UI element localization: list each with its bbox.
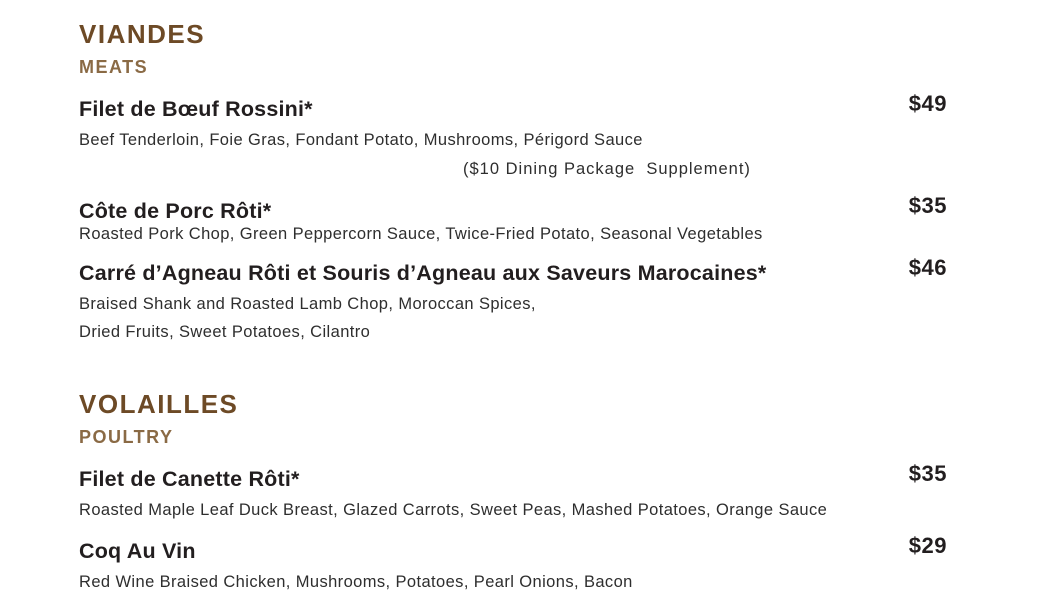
dish-description: Dried Fruits, Sweet Potatoes, Cilantro xyxy=(79,323,371,341)
supplement-note: ($10 Dining Package Supplement) xyxy=(463,160,751,178)
dish-name: Carré d’Agneau Rôti et Souris d’Agneau aux Saveurs Marocaines* xyxy=(79,261,767,285)
dish-price: $49 xyxy=(908,91,947,116)
dish-description: Braised Shank and Roasted Lamb Chop, Moroccan Spices, xyxy=(79,295,536,313)
section-viandes xyxy=(79,20,947,342)
dish-price: $35 xyxy=(908,193,947,218)
section-title: VOLAILLES xyxy=(79,389,239,419)
dish-name: Coq Au Vin xyxy=(79,539,196,563)
dish-description: Roasted Pork Chop, Green Peppercorn Sauce, Twice-Fried Potato, Seasonal Vegetables xyxy=(79,225,763,243)
section-volailles xyxy=(79,390,947,592)
section-subtitle: POULTRY xyxy=(79,427,174,447)
menu-item-cote-de-porc xyxy=(79,193,947,244)
menu-item-filet-de-canette xyxy=(79,461,947,520)
dish-name: Filet de Bœuf Rossini* xyxy=(79,97,313,121)
dish-price: $29 xyxy=(908,533,947,558)
menu-item-carre-d-agneau xyxy=(79,255,947,342)
menu-item-coq-au-vin xyxy=(79,533,947,592)
section-subtitle: MEATS xyxy=(79,57,149,77)
dish-price: $35 xyxy=(908,461,947,486)
dish-description: Roasted Maple Leaf Duck Breast, Glazed Carrots, Sweet Peas, Mashed Potatoes, Orange Sauce xyxy=(79,501,828,519)
section-title: VIANDES xyxy=(79,19,206,49)
dish-description: Red Wine Braised Chicken, Mushrooms, Potatoes, Pearl Onions, Bacon xyxy=(79,573,633,591)
menu-item-filet-de-boeuf xyxy=(79,91,947,179)
dish-name: Côte de Porc Rôti* xyxy=(79,199,272,223)
dish-price: $46 xyxy=(908,255,947,280)
dish-name: Filet de Canette Rôti* xyxy=(79,467,300,491)
dish-description: Beef Tenderloin, Foie Gras, Fondant Potato, Mushrooms, Périgord Sauce xyxy=(79,131,643,149)
